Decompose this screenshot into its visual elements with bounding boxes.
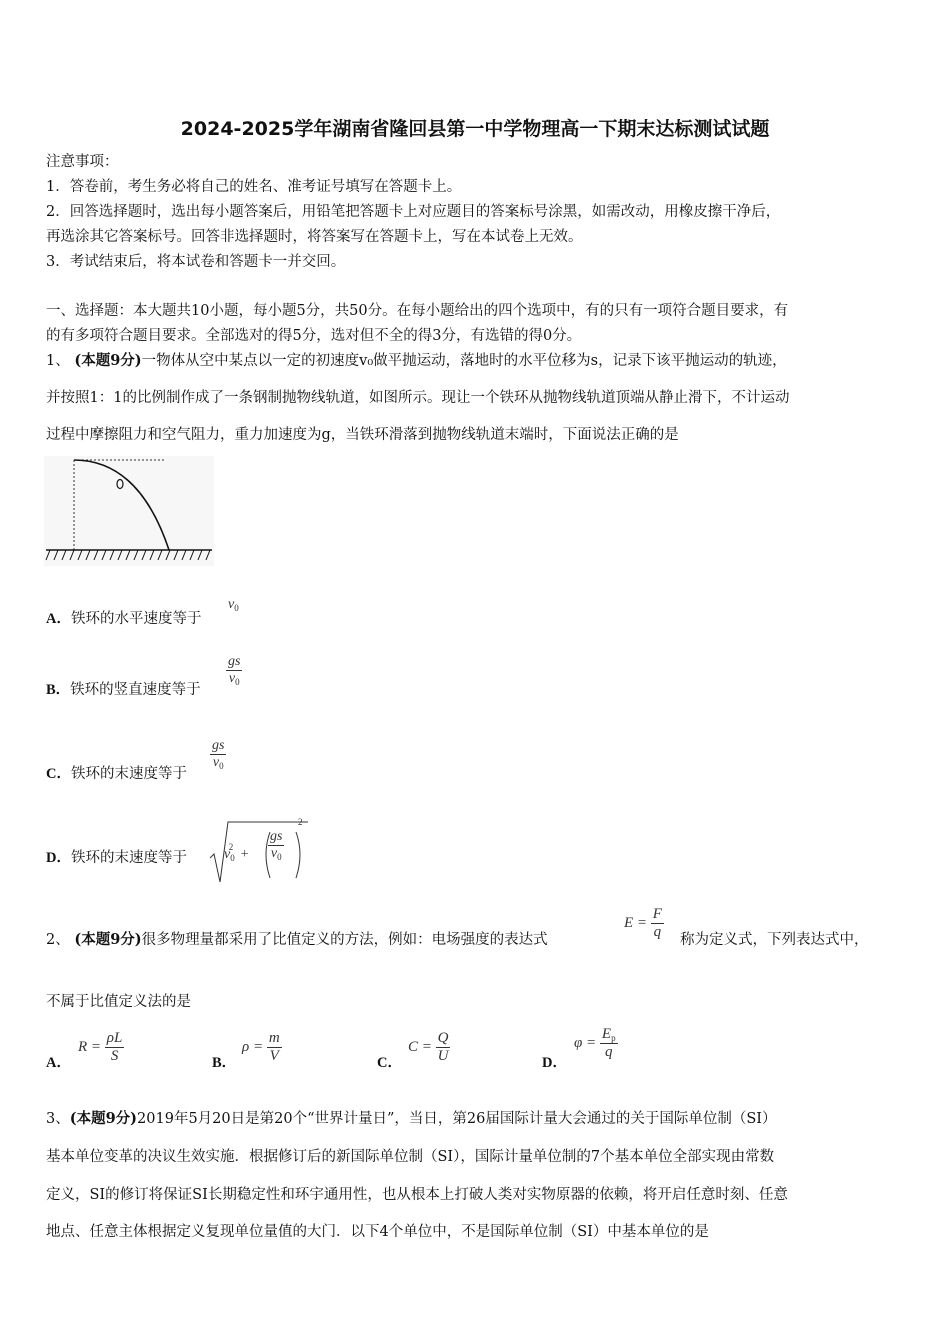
q2-option-c[interactable]: [377, 1051, 402, 1072]
q2-option-b-formula: ρ = $\frac{m}{V}$: [242, 1030, 280, 1064]
q1-option-d-fraction: $\frac{gs}{v_0}$: [270, 829, 283, 862]
section-instructions-1: 一、选择题：本大题共10小题，每小题5分，共50分。在每小题给出的四个选项中，有的只有一项符合题目要求，有: [46, 303, 789, 319]
q2-option-c-formula: C = $\frac{Q}{U}$: [408, 1030, 449, 1064]
section-instructions-2: 的有多项符合题目要求。全部选对的得5分，选对但不全的得3分，有选错的得0分。: [46, 328, 582, 344]
q1-line-3: 过程中摩擦阻力和空气阻力，重力加速度为g，当铁环滑落到抛物线轨道末端时，下面说法正确的是: [46, 427, 679, 443]
q3-line-2: 基本单位变革的决议生效实施．根据修订后的新国际单位制（SI），国际计量单位制的7个基本单位全部实现由常数: [46, 1149, 775, 1165]
q2-definition-formula: E = $\frac{F}{q}$: [624, 906, 662, 940]
q1-option-b-formula: $\frac{gs}{v_0}$: [228, 654, 241, 687]
q3-score: (本题9分): [69, 1110, 138, 1127]
parabola-track-figure: [44, 456, 214, 566]
q2-text-1b: 称为定义式，下列表达式中，: [680, 932, 869, 948]
q1-option-d[interactable]: [46, 846, 187, 867]
q1-option-c-label: C．: [46, 766, 71, 782]
q1-line-2: 并按照1：1的比例制作成了一条钢制抛物线轨道，如图所示。现让一个铁环从抛物线轨道顶端从静止滑下，不计运动: [46, 390, 790, 406]
q1-option-c[interactable]: [46, 762, 187, 783]
q2-option-c-label: C．: [377, 1055, 402, 1071]
q2-option-d[interactable]: [542, 1051, 567, 1072]
q1-option-c-text: 铁环的末速度等于: [70, 766, 187, 782]
q1-option-a-label: A．: [46, 611, 71, 627]
q1-option-a-formula: $v_0$: [228, 597, 239, 613]
notice-item-2-cont: 再选涂其它答案标号。回答非选择题时，将答案写在答题卡上，写在本试卷上无效。: [46, 229, 583, 245]
q1-option-c-formula: $\frac{gs}{v_0}$: [212, 738, 225, 771]
q1-score: (本题9分): [74, 352, 142, 369]
q2-score: (本题9分): [74, 931, 142, 948]
q1-text-1: 一物体从空中某点以一定的初速度v₀做平抛运动，落地时的水平位移为s，记录下该平抛运动的轨迹，: [141, 353, 787, 369]
q2-option-d-label: D．: [542, 1055, 567, 1071]
q1-option-b-text: 铁环的竖直速度等于: [70, 682, 201, 698]
q2-option-a-label: A．: [46, 1055, 71, 1071]
q2-option-a-formula: R = $\frac{\rho L}{S}$: [78, 1030, 123, 1064]
q2-option-a[interactable]: [46, 1051, 71, 1072]
q1-option-d-label: D．: [46, 850, 71, 866]
q1-option-d-exponent: 2: [298, 817, 303, 827]
q1-number: 1、: [46, 353, 70, 369]
q1-option-d-text: 铁环的末速度等于: [70, 850, 187, 866]
q3-text-1: 2019年5月20日是第20个“世界计量日”，当日，第26届国际计量大会通过的关于国际单位制（SI）: [137, 1111, 777, 1127]
q2-option-b[interactable]: [212, 1051, 236, 1072]
notice-item-1: 1．答卷前，考生务必将自己的姓名、准考证号填写在答题卡上。: [46, 179, 462, 195]
right-paren: [296, 832, 300, 878]
q2-text-1a: 很多物理量都采用了比值定义的方法，例如：电场强度的表达式: [141, 932, 548, 948]
q2-number: 2、: [46, 932, 70, 948]
q1-option-a[interactable]: [46, 607, 201, 628]
notice-item-3: 3．考试结束后，将本试卷和答题卡一并交回。: [46, 254, 346, 270]
q2-option-b-label: B．: [212, 1055, 237, 1071]
notice-heading: 注意事项：: [46, 154, 119, 170]
q1-option-b-label: B．: [46, 682, 71, 698]
q2-line-2: 不属于比值定义法的是: [46, 994, 191, 1010]
q1-option-d-v0-squared: $v_0^2$ +: [224, 842, 249, 863]
q2-option-d-formula: φ = $\frac{E_p}{q}$: [574, 1026, 616, 1060]
q3-number: 3、: [46, 1111, 70, 1127]
q1-line-1: [46, 351, 906, 371]
page-title: 2024-2025学年湖南省隆回县第一中学物理高一下期末达标测试试题: [180, 118, 770, 140]
notice-item-2: 2．回答选择题时，选出每小题答案后，用铅笔把答题卡上对应题目的答案标号涂黑，如需改动，用橡皮擦干净后，: [46, 204, 781, 220]
q3-line-3: 定义，SI的修订将保证SI长期稳定性和环宇通用性，也从根本上打破人类对实物原器的依赖，将开启任意时刻、任意: [46, 1187, 788, 1203]
q1-option-a-text: 铁环的水平速度等于: [70, 611, 202, 627]
q1-option-b[interactable]: [46, 678, 201, 699]
q3-line-4: 地点、任意主体根据定义复现单位量值的大门．以下4个单位中，不是国际单位制（SI）中基本单位的是: [46, 1224, 709, 1240]
q3-line-1: [46, 1109, 906, 1129]
